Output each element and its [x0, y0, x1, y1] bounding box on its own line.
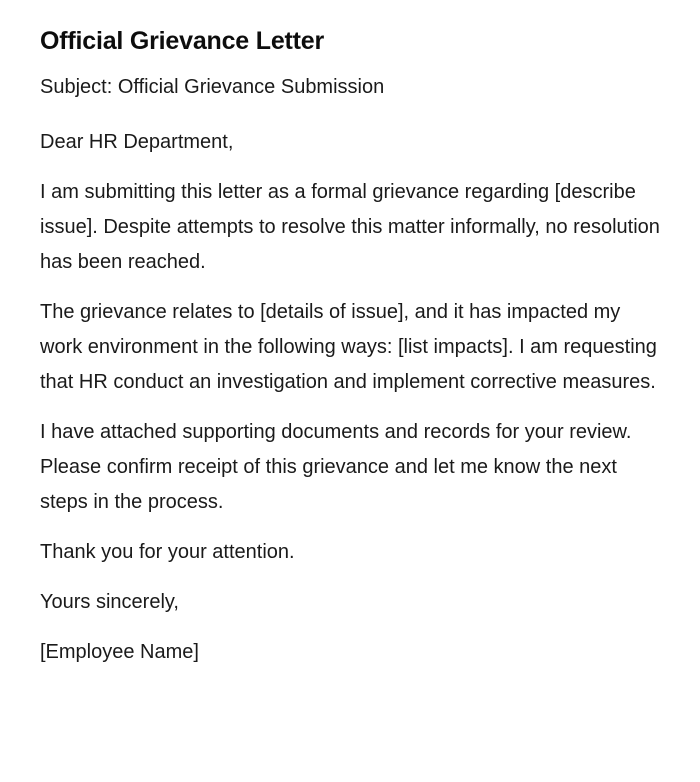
letter-signature: [Employee Name] [40, 641, 199, 663]
letter-salutation: Dear HR Department, [40, 131, 234, 153]
letter-subject: Subject: Official Grievance Submission [40, 76, 385, 98]
letter-thanks: Thank you for your attention. [40, 541, 295, 563]
body-paragraph-impact: The grievance relates to [details of issue], and it has impacted my work environment in the following ways: [list impacts]. I am requesting that HR conduct an investigation and implement corrective measures. [40, 301, 657, 393]
letter-closing: Yours sincerely, [40, 591, 179, 613]
body-paragraph-attachments: I have attached supporting documents and records for your review. Please confirm receipt of this grievance and let me know the next steps in the process. [40, 421, 632, 513]
letter-title: Official Grievance Letter [40, 27, 325, 55]
body-paragraph-issue: I am submitting this letter as a formal grievance regarding [describe issue]. Despite attempts to resolve this matter informally, no resolution has been reached. [40, 181, 660, 273]
